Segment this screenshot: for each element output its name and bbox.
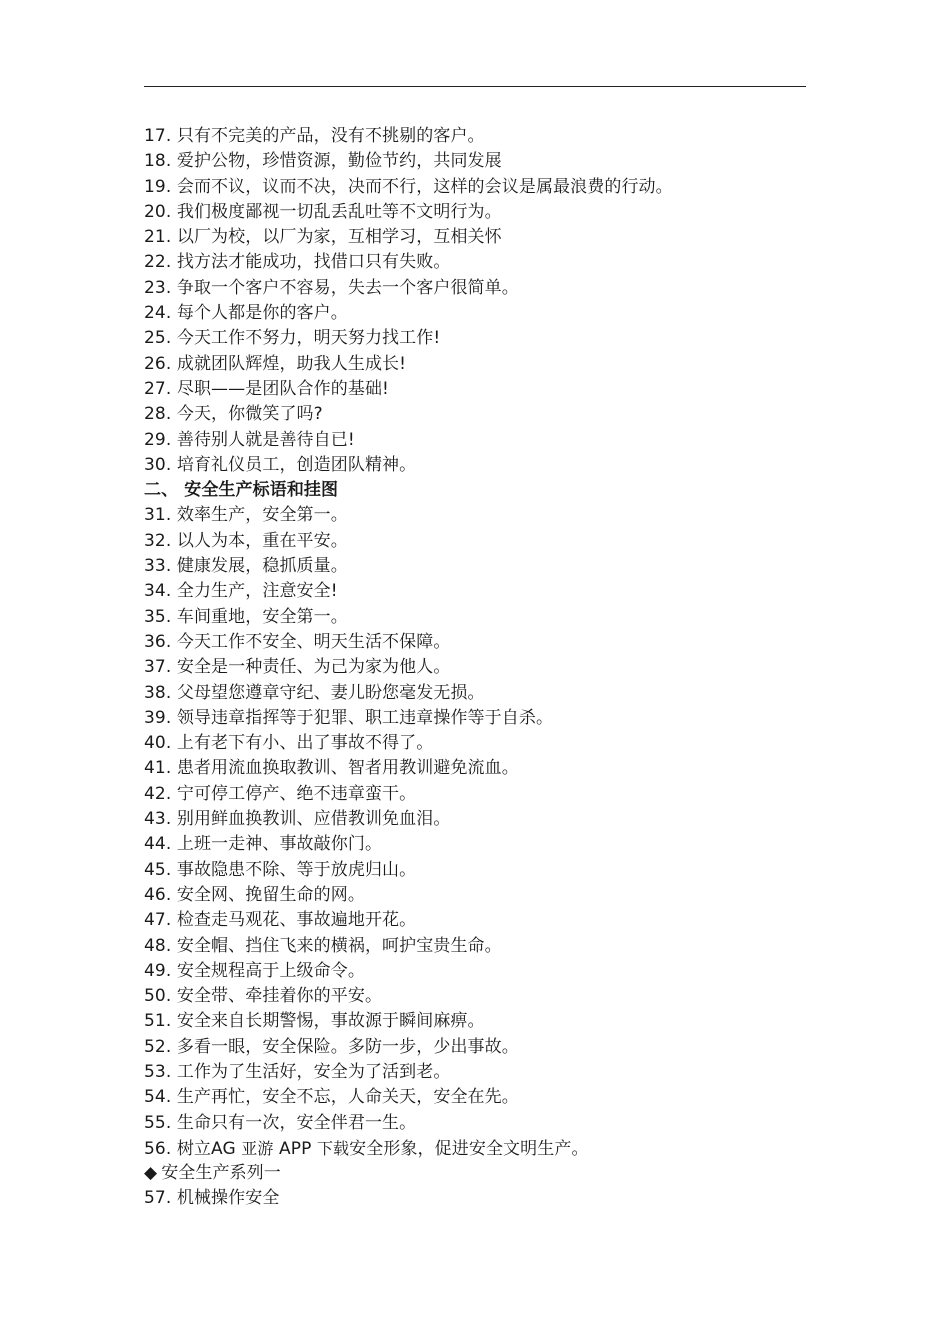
list-item: [144, 175, 824, 200]
item-number: 26.: [144, 353, 172, 374]
item-number: 32.: [144, 530, 172, 551]
item-text: 善待别人就是善待自已!: [176, 429, 355, 450]
item-text: 只有不完美的产品，没有不挑剔的客户。: [176, 126, 485, 146]
item-number: 35.: [144, 606, 172, 627]
list-item: [144, 832, 824, 857]
list-item: [144, 124, 824, 149]
item-text: 生产再忙，安全不忘，人命关天，安全在先。: [176, 1087, 519, 1108]
list-item: [144, 1009, 824, 1034]
item-text: 今天工作不努力，明天努力找工作!: [176, 328, 441, 349]
item-text: 父母望您遵章守纪、妻儿盼您毫发无损。: [176, 682, 485, 703]
item-text: 宁可停工停产、绝不违章蛮干。: [176, 783, 417, 804]
item-text: 效率生产，安全第一。: [176, 505, 348, 526]
item-text: 今天工作不安全、明天生活不保障。: [176, 631, 451, 652]
list-item: [144, 731, 824, 756]
item-number: 27.: [144, 378, 172, 399]
list-item: [144, 225, 824, 250]
document-body: [144, 124, 824, 1212]
item-text: 以厂为校，以厂为家，互相学习，互相关怀: [176, 227, 502, 248]
list-item: [144, 453, 824, 478]
list-item: [144, 402, 824, 427]
item-text-mid: APP: [273, 1138, 317, 1159]
item-text: 工作为了生活好，安全为了活到老。: [176, 1061, 451, 1082]
item-text: 以人为本，重在平安。: [176, 530, 348, 551]
item-number: 30.: [144, 454, 172, 475]
list-item: [144, 706, 824, 731]
item-text: 事故隐患不除、等于放虎归山。: [176, 859, 417, 880]
item-number: 22.: [144, 252, 172, 273]
item-text-serif2: 下载: [316, 1138, 350, 1158]
item-number: 44.: [144, 834, 172, 855]
item-text-serif: 亚游: [241, 1138, 274, 1158]
item-number: 47.: [144, 910, 172, 931]
list-item: [144, 630, 824, 655]
item-text: 安全帽、挡住飞来的横祸，呵护宝贵生命。: [176, 935, 502, 956]
list-item: [144, 250, 824, 275]
list-item: [144, 529, 824, 554]
list-item: [144, 1186, 824, 1211]
item-number: 28.: [144, 404, 172, 425]
item-text: 培育礼仪员工，创造团队精神。: [176, 454, 417, 475]
list-item: [144, 959, 824, 984]
item-number: 48.: [144, 935, 172, 956]
item-number: 46.: [144, 884, 172, 905]
list-item: [144, 1111, 824, 1136]
item-number: 55.: [144, 1112, 172, 1133]
bullet-text: 安全生产系列一: [161, 1163, 281, 1184]
item-text: 全力生产，注意安全!: [176, 581, 338, 602]
list-item: [144, 554, 824, 579]
item-number: 34.: [144, 581, 172, 602]
item-number: 36.: [144, 631, 172, 652]
item-text: 安全带、牵挂着你的平安。: [176, 986, 383, 1007]
item-text: 检查走马观花、事故遍地开花。: [176, 910, 417, 931]
item-text: 安全网、挽留生命的网。: [176, 884, 365, 905]
item-text: 每个人都是你的客户。: [176, 303, 348, 324]
bullet-line: [144, 1161, 824, 1186]
list-item: [144, 858, 824, 883]
item-text: 安全是一种责任、为己为家为他人。: [176, 657, 451, 678]
item-number: 31.: [144, 505, 172, 526]
item-text: 上有老下有小、出了事故不得了。: [176, 733, 434, 754]
item-number: 40.: [144, 733, 172, 754]
item-number: 38.: [144, 682, 172, 703]
list-item: [144, 934, 824, 959]
item-text: 尽职——是团队合作的基础!: [176, 378, 389, 399]
list-item: [144, 503, 824, 528]
item-number: 39.: [144, 707, 172, 728]
list-item: [144, 579, 824, 604]
item-text: 找方法才能成功，找借口只有失败。: [176, 252, 451, 273]
item-number: 45.: [144, 859, 172, 880]
item-text: 会而不议，议而不决，决而不行，这样的会议是属最浪费的行动。: [176, 176, 673, 197]
list-item: [144, 807, 824, 832]
item-text: 健康发展，稳抓质量。: [176, 556, 348, 577]
item-number: 52.: [144, 1036, 172, 1057]
item-number: 53.: [144, 1061, 172, 1082]
item-number: 17.: [144, 126, 172, 146]
section-heading: [144, 478, 824, 503]
item-number: 37.: [144, 657, 172, 678]
item-number: 57.: [144, 1188, 172, 1209]
item-number: 49.: [144, 960, 172, 981]
list-item: [144, 352, 824, 377]
item-text: 生命只有一次，安全伴君一生。: [176, 1112, 417, 1133]
item-number: 51.: [144, 1011, 172, 1032]
item-text: 爱护公物，珍惜资源，勤俭节约，共同发展: [176, 151, 502, 172]
list-item: [144, 301, 824, 326]
item-text: 安全来自长期警惕，事故源于瞬间麻痹。: [176, 1011, 485, 1032]
item-number: 18.: [144, 151, 172, 172]
item-number: 20.: [144, 201, 172, 222]
header-rule: [144, 86, 806, 87]
list-item: [144, 605, 824, 630]
list-item: [144, 908, 824, 933]
item-number: 29.: [144, 429, 172, 450]
item-text: 争取一个客户不容易，失去一个客户很简单。: [176, 277, 519, 298]
list-item: [144, 1035, 824, 1060]
item-number: 42.: [144, 783, 172, 804]
item-number: 25.: [144, 328, 172, 349]
item-text: 别用鲜血换教训、应借教训免血泪。: [176, 809, 451, 830]
item-number: 41.: [144, 758, 172, 779]
list-item: [144, 200, 824, 225]
list-item: [144, 1085, 824, 1110]
item-number: 54.: [144, 1087, 172, 1108]
list-item: [144, 149, 824, 174]
item-text: 患者用流血换取教训、智者用教训避免流血。: [176, 758, 519, 779]
item-text: 机械操作安全: [176, 1188, 280, 1209]
diamond-bullet-icon: ◆: [144, 1163, 158, 1184]
item-text: 车间重地，安全第一。: [176, 606, 348, 627]
item-text: 上班一走神、事故敲你门。: [176, 834, 383, 855]
item-number: 21.: [144, 227, 172, 248]
list-item: [144, 326, 824, 351]
item-number: 50.: [144, 986, 172, 1007]
item-text: 领导违章指挥等于犯罪、职工违章操作等于自杀。: [176, 707, 554, 728]
item-number: 19.: [144, 176, 172, 197]
item-text: 我们极度鄙视一切乱丢乱吐等不文明行为。: [176, 201, 502, 222]
item-text-post: 安全形象，促进安全文明生产。: [349, 1138, 589, 1159]
list-item: [144, 655, 824, 680]
item-text-pre: 树立AG: [176, 1138, 242, 1159]
list-item: [144, 681, 824, 706]
list-item: [144, 756, 824, 781]
list-item: [144, 1136, 824, 1161]
list-item: [144, 428, 824, 453]
list-item: [144, 1060, 824, 1085]
list-item: [144, 883, 824, 908]
item-text: 多看一眼，安全保险。多防一步，少出事故。: [176, 1036, 519, 1057]
item-text: 安全规程高于上级命令。: [176, 960, 365, 981]
list-item: [144, 377, 824, 402]
item-number: 43.: [144, 809, 172, 830]
section-heading-text: 二、 安全生产标语和挂图: [144, 480, 339, 501]
item-number: 24.: [144, 303, 172, 324]
list-item: [144, 984, 824, 1009]
item-number: 56.: [144, 1138, 172, 1159]
item-text: 今天，你微笑了吗?: [176, 404, 323, 425]
item-text: 成就团队辉煌，助我人生成长!: [176, 353, 407, 374]
item-number: 33.: [144, 556, 172, 577]
item-number: 23.: [144, 277, 172, 298]
list-item: [144, 782, 824, 807]
list-item: [144, 276, 824, 301]
